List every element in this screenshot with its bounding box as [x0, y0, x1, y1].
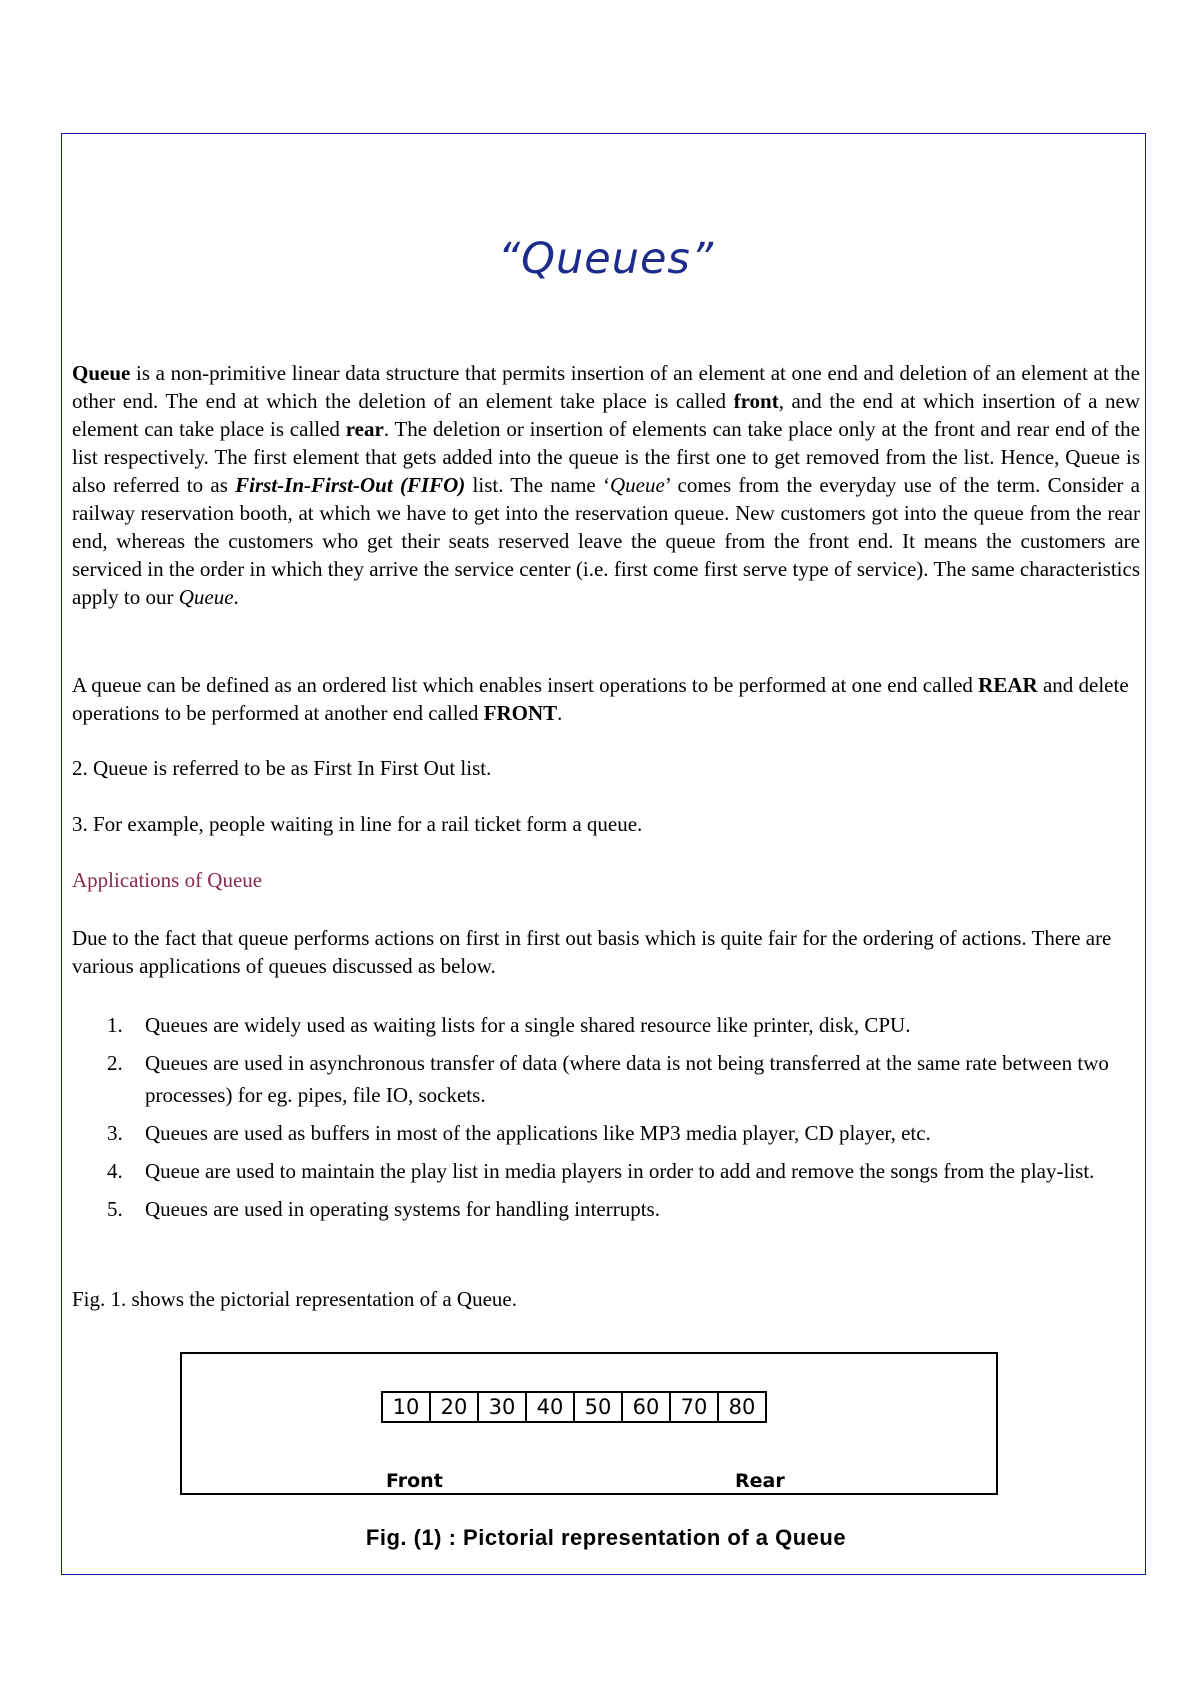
queue-cells: [381, 1391, 767, 1423]
list-item: [72, 1155, 1140, 1187]
queue-figure: [180, 1352, 998, 1495]
list-item: [72, 1117, 1140, 1149]
queue-cell: 20: [431, 1393, 479, 1421]
list-item: [72, 1009, 1140, 1041]
definition-text-1: A queue can be defined as an ordered list which enables insert operations to be performed at one end called: [72, 673, 979, 697]
list-number: 2.: [107, 1051, 123, 1075]
page-frame: [61, 133, 1146, 1575]
fifo-term: First-In-First-Out (FIFO): [235, 473, 466, 497]
page-title: “Queues”: [497, 234, 715, 284]
definition-paragraph: [72, 671, 1140, 727]
definition-text-3: .: [557, 701, 563, 725]
queue-cell: 40: [527, 1393, 575, 1421]
example-point: 3. For example, people waiting in line for a rail ticket form a queue.: [72, 812, 643, 836]
list-number: 1.: [107, 1013, 123, 1037]
list-item: [72, 1193, 1140, 1225]
intro-text-3: . The deletion or insertion of elements can take place only at the front and rear end of the list respectively. The first element that gets added into the queue is the first one to get removed from the list. Hence, Queue is also referred to as: [72, 417, 1140, 497]
list-text: Queues are used in operating systems for handling interrupts.: [145, 1197, 660, 1221]
queue-cell: 60: [623, 1393, 671, 1421]
queue-italic: Queue: [610, 473, 665, 497]
rear-keyword: REAR: [978, 673, 1038, 697]
applications-list: [72, 1009, 1140, 1231]
list-text: Queues are used in asynchronous transfer of data (where data is not being transferred at the same rate between two processes) for eg. pipes, file IO, sockets.: [145, 1051, 1109, 1107]
queue-cell: 30: [479, 1393, 527, 1421]
queue-cell: 10: [383, 1393, 431, 1421]
queue-cell: 50: [575, 1393, 623, 1421]
list-text: Queues are widely used as waiting lists for a single shared resource like printer, disk, CPU.: [145, 1013, 911, 1037]
queue-cell: 70: [671, 1393, 719, 1421]
rear-label: Rear: [735, 1470, 785, 1492]
intro-text-6: .: [233, 585, 239, 609]
front-label: Front: [386, 1470, 443, 1492]
applications-intro: Due to the fact that queue performs actions on first in first out basis which is quite fair for the ordering of actions. There are various applications of queues discussed as below.: [72, 926, 1112, 978]
figure-caption: Fig. (1) : Pictorial representation of a Queue: [365, 1525, 847, 1550]
intro-text-5: ’ comes from the everyday use of the term. Consider a railway reservation booth, at which we have to get into the reservation queue. New customers got into the queue from the rear end, whereas the customers who get their seats reserved leave the queue from the front end. It means the customers are serviced in the order in which they arrive the service center (i.e. first come first serve type of service). The same characteristics apply to our: [72, 473, 1140, 609]
intro-text-2: , and the end at which insertion of a new element can take place is called: [72, 389, 1140, 441]
list-number: 3.: [107, 1121, 123, 1145]
list-number: 5.: [107, 1197, 123, 1221]
queue-italic-2: Queue: [178, 585, 234, 609]
front-keyword: FRONT: [483, 701, 558, 725]
queue-cell: 80: [728, 1395, 756, 1419]
fifo-point: 2. Queue is referred to be as First In First Out list.: [72, 756, 492, 780]
list-text: Queues are used as buffers in most of the applications like MP3 media player, CD player, etc.: [145, 1121, 931, 1145]
figure-reference: Fig. 1. shows the pictorial representation of a Queue.: [72, 1287, 517, 1311]
definition-text-2: and delete operations to be performed at another end called: [72, 673, 1129, 725]
intro-text-1: is a non-primitive linear data structure that permits insertion of an element at one end and deletion of an element at the other end. The end at which the deletion of an element take place is called: [72, 361, 1140, 413]
rear-term: rear: [345, 417, 384, 441]
intro-text-4: list. The name ‘: [465, 473, 611, 497]
queue-term: Queue: [72, 361, 131, 385]
list-item: [72, 1047, 1140, 1111]
intro-paragraph: [72, 359, 1140, 611]
list-text: Queue are used to maintain the play list in media players in order to add and remove the songs from the play-list.: [145, 1159, 1095, 1183]
list-number: 4.: [107, 1159, 123, 1183]
applications-heading: Applications of Queue: [72, 868, 263, 892]
front-term: front: [733, 389, 779, 413]
